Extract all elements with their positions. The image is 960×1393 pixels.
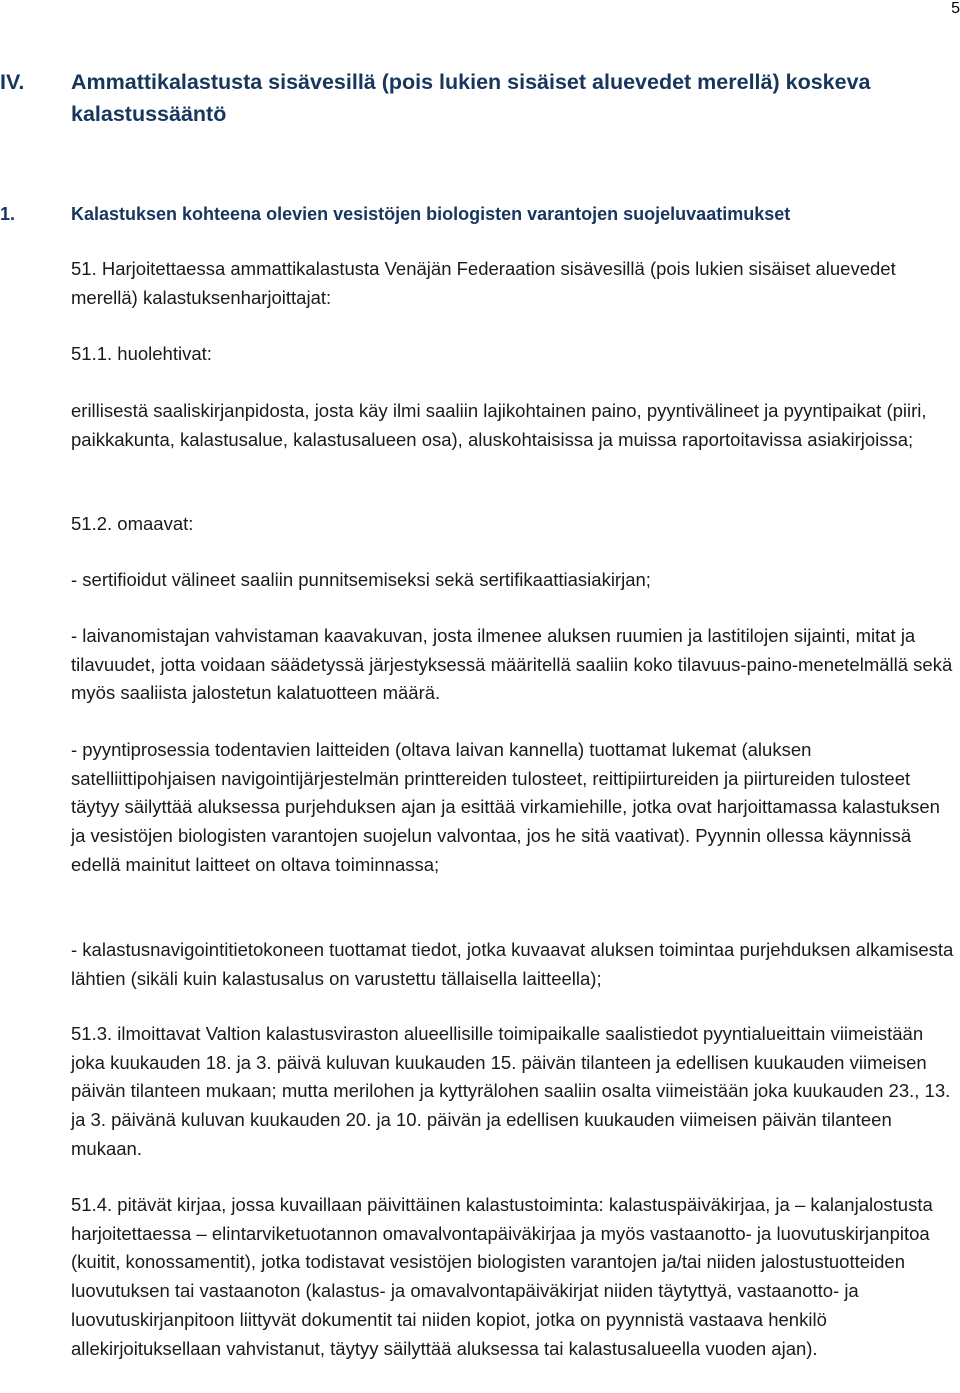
list-item: - laivanomistajan vahvistaman kaavakuvan, josta ilmenee aluksen ruumien ja lastitilojen sijainti, mitat ja tilavuudet, jotta voidaan säädetyssä järjestyksessä määritellä saaliin koko tilavuus-paino-menetelmällä sekä myös saaliista jalostetun kalatuotteen määrä. (71, 625, 953, 704)
page-number: 5 (951, 0, 960, 17)
subsection-number: 1. (0, 204, 16, 224)
section-number: IV. (0, 70, 25, 94)
list-item: - kalastusnavigointitietokoneen tuottamat tiedot, jotka kuvaavat aluksen toimintaa purjehduksen alkamisesta lähtien (sikäli kuin kalastusalus on varustettu tällaisella laitteella); (71, 939, 954, 989)
paragraph-51-3: 51.3. ilmoittavat Valtion kalastusviraston alueellisille toimipaikalle saalistiedot pyyntialueittain viimeistään joka kuukauden 18. ja 3. päivä kuluvan kuukauden 15. päivän tilanteen ja edellisen kuukauden viimeisen päivän tilanteen mukaan; mutta merilohen ja kyttyrälohen saaliin osalta viimeistään joka kuukauden 23., 13. ja 3. päivänä kuluvan kuukauden 20. ja 10. päivän ja edellisen kuukauden viimeisen päivän tilanteen mukaan. (71, 1023, 951, 1159)
paragraph-51-1-heading: 51.1. huolehtivat: (71, 343, 212, 364)
paragraph-51-4: 51.4. pitävät kirjaa, jossa kuvaillaan päivittäinen kalastustoiminta: kalastuspäiväkirjaa, ja – kalanjalostusta harjoitettaessa – elintarviketuotannon omavalvontapäiväkirjaa ja myös vastaanotto- ja luovutuskirjanpitoa (kuitit, konossamentit), jotka todistavat vesistöjen biologisten varantojen ja/tai niiden jalostustuotteiden luovutuksen tai vastaanoton (kalastus- ja omavalvontapäiväkirjat niiden täytyttyä, vastaanotto- ja luovutuskirjanpitoon liittyvät dokumentit tai niiden kopiot, jotka on pyynnistä vastaava henkilö allekirjoituksellaan vahvistanut, täytyy säilyttää aluksessa tai kalastusalueella vuoden ajan). (71, 1194, 933, 1359)
paragraph-51-1-body: erillisestä saaliskirjanpidosta, josta käy ilmi saaliin lajikohtainen paino, pyyntivälineet ja pyyntipaikat (piiri, paikkakunta, kalastusalue, kalastusalueen osa), aluskohtaisissa ja muissa raportoitavissa asiakirjoissa; (71, 400, 927, 450)
list-item: - pyyntiprosessia todentavien laitteiden (oltava laivan kannella) tuottamat lukemat (aluksen satelliittipohjaisen navigointijärjestelmän printtereiden tulosteet, reittipiirtureiden ja piirtureiden tulosteet täytyy säilyttää aluksessa purjehduksen ajan ja esittää virkamiehille, jotka ovat harjoittamassa kalastuksen ja vesistöjen biologisten varantojen suojelun valvontaa, jos he sitä vaativat). Pyynnin ollessa käynnissä edellä mainitut laitteet on oltava toiminnassa; (71, 739, 940, 875)
subsection-title: Kalastuksen kohteena olevien vesistöjen biologisten varantojen suojeluvaatimukset (71, 204, 791, 224)
paragraph-51-2-heading: 51.2. omaavat: (71, 513, 194, 534)
section-title: Ammattikalastusta sisävesillä (pois lukien sisäiset aluevedet merellä) koskeva kalastussääntö (71, 70, 871, 126)
paragraph-51-intro: 51. Harjoitettaessa ammattikalastusta Venäjän Federaation sisävesillä (pois lukien sisäiset aluevedet merellä) kalastuksenharjoittajat: (71, 258, 896, 308)
list-item: - sertifioidut välineet saaliin punnitsemiseksi sekä sertifikaattiasiakirjan; (71, 569, 651, 590)
